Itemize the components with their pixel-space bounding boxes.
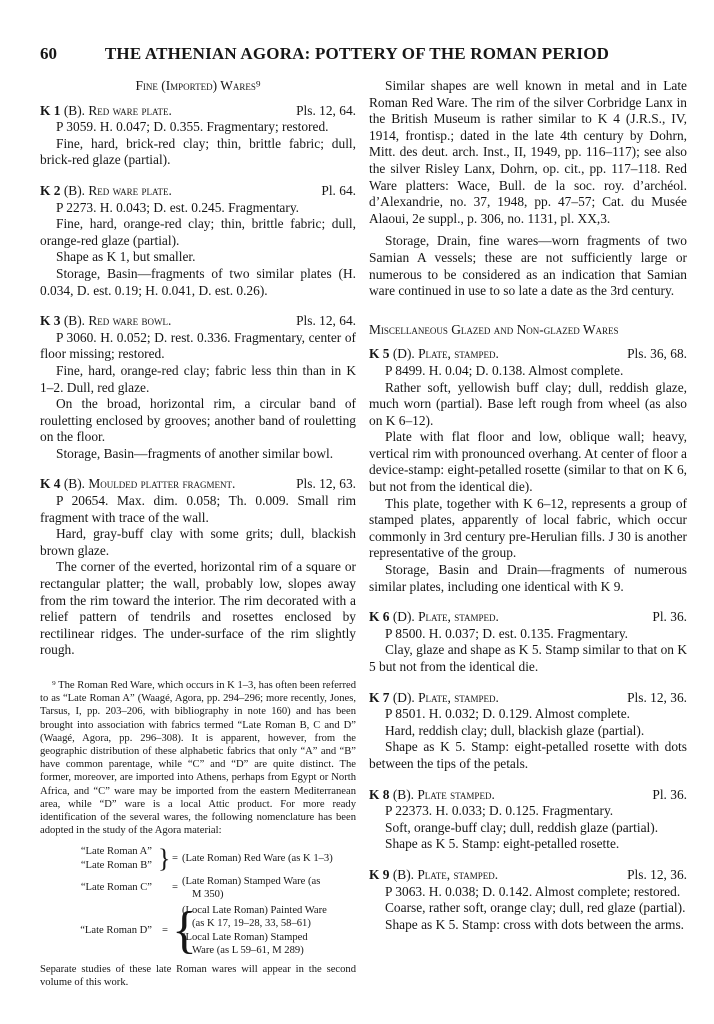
entry-plates: Pls. 36, 68.	[627, 346, 687, 362]
nomenclature-definition: (Local Late Roman) Stamped	[182, 931, 308, 943]
equals-sign: =	[172, 882, 178, 894]
footnote	[40, 679, 356, 989]
brace-icon: {	[172, 901, 197, 959]
entry-plates: Pls. 12, 36.	[627, 866, 687, 882]
entry-paragraph: Storage, Basin—fragments of two similar plates (H. 0.034, D. est. 0.19; H. 0.041, D. est. 0.26).	[40, 265, 356, 298]
catalogue-entry-k4	[40, 476, 356, 659]
right-column	[369, 78, 687, 947]
nomenclature-term: “Late Roman C”	[80, 882, 152, 894]
nomenclature-term: “Late Roman A”	[80, 846, 152, 858]
entry-title: (B). Red ware plate.	[60, 102, 172, 118]
brace-icon: }	[158, 843, 171, 873]
entry-paragraph: P 3059. H. 0.047; D. 0.355. Fragmentary; restored.	[56, 119, 329, 135]
entry-paragraph: P 8500. H. 0.037; D. est. 0.135. Fragmentary.	[385, 625, 628, 641]
entry-paragraph: P 3060. H. 0.052; D. rest. 0.336. Fragmentary, center of floor missing; restored.	[40, 329, 356, 362]
entry-id: K 9	[369, 866, 390, 882]
entry-title: (D). Plate, stamped.	[389, 609, 499, 625]
catalogue-entry-k7	[369, 690, 687, 773]
entry-title: (B). Plate, stamped.	[389, 866, 499, 882]
running-title: THE ATHENIAN AGORA: POTTERY OF THE ROMAN PERIOD	[104, 44, 610, 63]
entry-title: (B). Red ware bowl.	[60, 313, 172, 329]
nomenclature-definition: (Late Roman) Stamped Ware (as	[182, 875, 321, 887]
entry-title: (D). Plate, stamped.	[389, 346, 499, 362]
intro-paragraph: Similar shapes are well known in metal and in Late Roman Red Ware. The rim of the silver Corbridge Lanx in the British Museum is rather similar to K 4 (J.R.S., IV, 1914, frontisp.; dated in the late 4th century by Dohrn, Mitt. des deut. arch. Inst., II, 1949, pp. 116–117); see also the silver Risley Lanx, Dohrn, op. cit., pp. 117–118. Red Ware platters: Wace, Bull. de la soc. roy. d’archéol. d’Alexandrie, no. 37, 1948, pp. 47–57; Cat. du Musée Alaoui, 2e suppl., p. 306, no. 1131, pl. XX,3.	[369, 78, 687, 226]
entry-heading	[40, 103, 356, 120]
left-column	[40, 78, 356, 989]
entry-paragraph: P 20654. Max. dim. 0.058; Th. 0.009. Small rim fragment with trace of the wall.	[40, 493, 356, 525]
entry-paragraph: Shape as K 5. Stamp: eight-petalled rosette with dots between the tips of the petals.	[369, 739, 687, 771]
entry-paragraph: Fine, hard, orange-red clay; thin, brittle fabric; dull, orange-red glaze (partial).	[40, 216, 356, 248]
entry-paragraph: The corner of the everted, horizontal rim of a square or rectangular platter; the wall, probably low, slopes away from the rim toward the interior. The rim decorated with a relief pattern of tendrils and rosettes enclosed by rectilinear ridges. The under-surface of the rim slightly rough.	[40, 559, 356, 658]
entry-title: (B). Moulded platter fragment.	[60, 476, 236, 492]
nomenclature-definition: (Local Late Roman) Painted Ware	[182, 905, 327, 917]
entry-paragraph: Plate with flat floor and low, oblique wall; heavy, vertical rim with pronounced overhang. At center of floor a device-stamp: eight-petalled rosette (similar to that on K 6, but not from the identical die).	[369, 429, 687, 495]
entry-paragraph: Rather soft, yellowish buff clay; dull, reddish glaze, much worn (partial). Base left rough from wheel (as also on K 6–12).	[369, 379, 687, 428]
footnote-closing: Separate studies of these late Roman wares will appear in the second volume of this work.	[40, 964, 356, 989]
entry-paragraph: P 2273. H. 0.043; D. est. 0.245. Fragmentary.	[56, 199, 299, 215]
entry-plates: Pl. 36.	[652, 786, 687, 802]
entry-paragraph: Hard, gray-buff clay with some grits; dull, blackish brown glaze.	[40, 526, 356, 558]
catalogue-entry-k5	[369, 346, 687, 595]
nomenclature-term: “Late Roman D”	[80, 925, 152, 937]
entry-paragraph: P 22373. H. 0.033; D. 0.125. Fragmentary.	[385, 803, 614, 819]
catalogue-entry-k6	[369, 609, 687, 675]
entry-paragraph: Hard, reddish clay; dull, blackish glaze (partial).	[385, 722, 645, 738]
catalogue-entry-k3	[40, 313, 356, 462]
catalogue-entry-k9	[369, 867, 687, 933]
page-number: 60	[40, 44, 57, 63]
entry-id: K 8	[369, 786, 390, 802]
entry-plates: Pls. 12, 63.	[296, 476, 356, 492]
entry-heading	[40, 313, 356, 330]
intro-paragraph: Storage, Drain, fine wares—worn fragments of two Samian A vessels; these are not sufficiently large or numerous to be considered as an indication that Samian ware continued in use to so late a date as the 3rd century.	[369, 233, 687, 299]
catalogue-entry-k2	[40, 183, 356, 299]
entry-id: K 6	[369, 609, 390, 625]
entry-paragraph: P 8499. H. 0.04; D. 0.138. Almost complete.	[385, 362, 624, 378]
nomenclature-definition: M 350)	[192, 889, 224, 901]
catalogue-entry-k1	[40, 103, 356, 169]
entry-paragraph: P 8501. H. 0.032; D. 0.129. Almost complete.	[385, 706, 630, 722]
entry-heading	[40, 183, 356, 200]
entry-plates: Pl. 36.	[652, 609, 687, 625]
entry-paragraph: Coarse, rather soft, orange clay; dull, red glaze (partial).	[385, 900, 686, 916]
entry-plates: Pls. 12, 64.	[296, 313, 356, 329]
entry-plates: Pls. 12, 64.	[296, 102, 356, 118]
equals-sign: =	[162, 925, 168, 937]
entry-paragraph: Clay, glaze and shape as K 5. Stamp similar to that on K 5 but not from the identical die.	[369, 642, 687, 674]
entry-paragraph: On the broad, horizontal rim, a circular band of rouletting enclosed by grooves; another band of rouletting on the floor.	[40, 396, 356, 445]
entry-id: K 2	[40, 182, 61, 198]
nomenclature-definition: Ware (as L 59–61, M 289)	[192, 944, 304, 956]
entry-heading	[369, 609, 687, 626]
entry-id: K 4	[40, 476, 61, 492]
entry-title: (D). Plate, stamped.	[389, 689, 499, 705]
entry-paragraph: Soft, orange-buff clay; dull, reddish glaze (partial).	[385, 819, 659, 835]
entry-heading	[369, 867, 687, 884]
entry-heading	[369, 346, 687, 363]
section-title-misc-wares: Miscellaneous Glazed and Non-glazed Wares	[369, 321, 619, 337]
nomenclature-definition: (Late Roman) Red Ware (as K 1–3)	[182, 853, 333, 865]
entry-paragraph: Storage, Basin and Drain—fragments of numerous similar plates, including one identical with K 9.	[369, 562, 687, 594]
nomenclature-term: “Late Roman B”	[80, 859, 152, 871]
entry-id: K 7	[369, 689, 390, 705]
entry-paragraph: Shape as K 5. Stamp: cross with dots between the arms.	[385, 916, 685, 932]
equals-sign: =	[172, 853, 178, 865]
footnote-text: ⁹ The Roman Red Ware, which occurs in K 1–3, has often been referred to as “Late Roman A” (Waagé, Agora, pp. 294–296; more recently, Jones, Tarsus, I, pp. 203–206, with bibliography in note 160) and has been brought into association with fabrics termed “Late Roman B, C and D” (Waagé, Agora, pp. 296–308). It is apparent, however, from the geographic distribution of these alphabetic fabrics that only “A” and “B” have common parentage, while “C” and “D” are quite distinct. The former, moreover, are imported into Athens, perhaps from Egypt or North Africa, and “C” ware may be imported from the eastern Mediterranean area, while “D” ware is a local Attic product. For more ready identification of the several wares, the following nomenclature has been adopted in the study of the Agora material:	[40, 680, 356, 837]
entry-heading	[369, 787, 687, 804]
entry-paragraph: Shape as K 5. Stamp: eight-petalled rosette.	[385, 836, 620, 852]
nomenclature-definition: (as K 17, 19–28, 33, 58–61)	[192, 918, 311, 930]
entry-title: (B). Red ware plate.	[60, 182, 172, 198]
entry-id: K 5	[369, 346, 390, 362]
entry-title: (B). Plate stamped.	[389, 786, 495, 802]
entry-heading	[369, 690, 687, 707]
page-header	[40, 44, 674, 68]
entry-plates: Pl. 64.	[321, 182, 356, 198]
entry-id: K 3	[40, 313, 61, 329]
entry-paragraph: Fine, hard, brick-red clay; thin, brittle fabric; dull, brick-red glaze (partial).	[40, 135, 356, 168]
section-title-fine-wares: Fine (Imported) Wares⁹	[135, 78, 261, 93]
entry-paragraph: Storage, Basin—fragments of another similar bowl.	[56, 445, 334, 461]
catalogue-entry-k8	[369, 787, 687, 853]
entry-paragraph: Shape as K 1, but smaller.	[56, 249, 196, 265]
entry-paragraph: P 3063. H. 0.038; D. 0.142. Almost complete; restored.	[385, 883, 681, 899]
nomenclature-table	[52, 845, 356, 957]
entry-paragraph: This plate, together with K 6–12, represents a group of stamped plates, apparently of local fabric, which occur commonly in 3rd century pre-Herulian fills. J 30 is another representative of the group.	[369, 495, 687, 561]
entry-id: K 1	[40, 102, 61, 118]
entry-paragraph: Fine, hard, orange-red clay; fabric less thin than in K 1–2. Dull, red glaze.	[40, 362, 356, 395]
entry-heading	[40, 476, 356, 493]
entry-plates: Pls. 12, 36.	[627, 689, 687, 705]
